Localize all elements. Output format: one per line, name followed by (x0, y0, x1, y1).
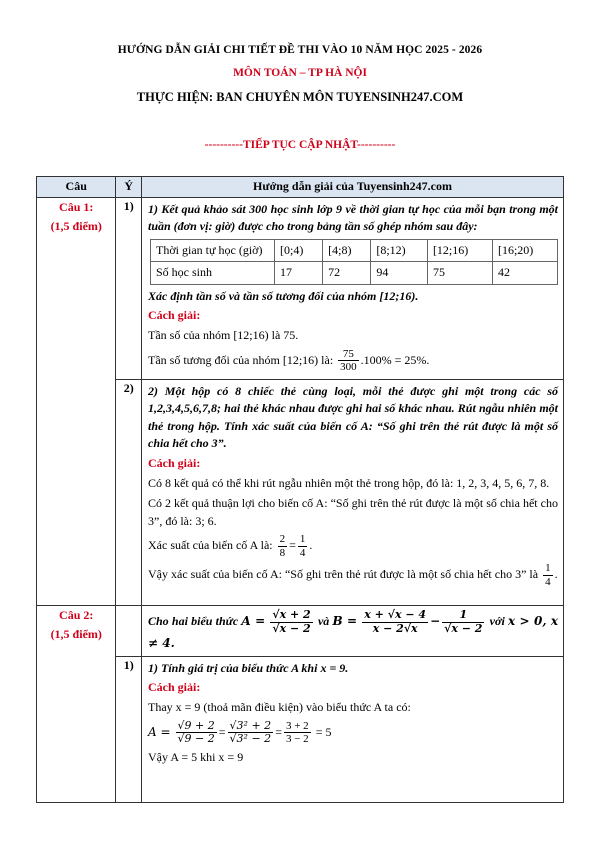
cau2-cell (37, 606, 116, 803)
solution-label: Cách giải: (148, 680, 201, 695)
cau2-intro-content (142, 606, 564, 657)
fraction (543, 562, 553, 588)
text: .100% = 25%. (360, 352, 430, 367)
table-row (37, 198, 564, 380)
frac-den: 300 (340, 361, 357, 374)
cau1-y1-task: Xác định tần số và tần số tương đối của nhóm [12;16). (148, 288, 419, 303)
cau2-y1-equation (148, 720, 558, 746)
cau2-label: Câu 2: (59, 608, 94, 622)
fraction (362, 609, 428, 635)
frac-num: √3² + 2 (229, 718, 272, 732)
equals: = (289, 538, 296, 553)
cau2-intro-num (116, 606, 142, 657)
text: Xác suất của biến cố A là: (148, 538, 273, 553)
fraction (176, 720, 217, 746)
table-row (37, 656, 564, 802)
cau1-y2-line2: Có 2 kết quả thuận lợi cho biến cố A: “Số ghi trên thẻ rút được là một số chia hết cho 3”, đó là: 3; 6. (148, 496, 558, 528)
cau1-y2-content (142, 380, 564, 606)
cau1-label: Câu 1: (59, 200, 94, 214)
freq-cell: [0;4) (275, 239, 323, 261)
freq-cell: Thời gian tự học (giờ) (151, 239, 275, 261)
frac-den: 3 − 2 (285, 733, 309, 746)
cau1-y2-line3 (148, 533, 558, 559)
freq-cell: 94 (371, 262, 428, 284)
cau1-y1-line1: Tần số của nhóm [12;16) là 75. (148, 328, 299, 343)
frequency-table (150, 239, 558, 285)
cau2-y1-question: 1) Tính giá trị của biểu thức A khi x = 9. (148, 660, 349, 675)
fraction (442, 609, 484, 635)
solution-label: Cách giải: (148, 455, 201, 470)
math-label: A = (148, 724, 171, 739)
text: . (554, 567, 558, 582)
frac-num: 2 (279, 533, 286, 546)
doc-subtitle: MÔN TOÁN – TP HÀ NỘI (233, 67, 367, 79)
equals: = (275, 724, 282, 739)
equals: = (218, 724, 226, 739)
freq-cell: [12;16) (427, 239, 492, 261)
math-label: A = (241, 613, 266, 628)
cau1-y1-content (142, 198, 564, 380)
frac-den: 8 (279, 546, 286, 559)
cau1-cell (37, 198, 116, 606)
frac-den: √x − 2 (272, 621, 311, 635)
fraction (270, 609, 312, 635)
frac-num: √9 + 2 (177, 718, 215, 732)
fraction (278, 533, 288, 559)
text: . (309, 538, 313, 553)
text: và (317, 613, 330, 628)
frac-num: 1 (442, 609, 484, 623)
freq-cell: [8;12) (371, 239, 428, 261)
cau2-intro (148, 609, 558, 653)
freq-cell: 42 (492, 262, 557, 284)
fraction (298, 533, 308, 559)
fraction (284, 720, 311, 746)
frac-den: √x − 2 (444, 621, 483, 635)
frac-num: 3 + 2 (285, 719, 309, 732)
update-notice: ----------TIẾP TỤC CẬP NHẬT---------- (204, 139, 396, 151)
text: Vậy xác suất của biến cố A: “Số ghi trên thẻ rút được là một số chia hết cho 3” là (148, 567, 539, 582)
cau2-y1-conclusion: Vậy A = 5 khi x = 9 (148, 750, 244, 765)
cau2-y1-line1: Thay x = 9 (thoả mãn điều kiện) vào biểu thức A ta có: (148, 700, 411, 715)
frac-den: 4 (545, 576, 551, 589)
cau1-y2-line4 (148, 562, 558, 588)
freq-cell: 17 (275, 262, 323, 284)
cau1-y2-question: 2) Một hộp có 8 chiếc thẻ cùng loại, mỗi thẻ được ghi một trong các số 1,2,3,4,5,6,7,8; hai thẻ khác nhau được ghi hai số khác nhau. Rút ngẫu nhiên một thẻ trong hộp. Tính xác suất của biến cố A: “Số ghi trên thẻ rút được là một số chia hết cho 3”. (148, 384, 558, 451)
frac-den: √3² − 2 (229, 732, 272, 746)
solution-table (36, 176, 564, 803)
frac-num: 1 (299, 533, 306, 546)
solution-label: Cách giải: (148, 307, 201, 322)
col-cau-header: Câu (37, 177, 116, 198)
frac-num: x + √x − 4 (364, 608, 427, 621)
condition: x > 0, x ≠ 4. (148, 613, 559, 651)
col-guide-header: Hướng dẫn giải của Tuyensinh247.com (142, 177, 564, 198)
cau1-y2-line1: Có 8 kết quả có thể khi rút ngẫu nhiên một thẻ trong hộp, đó là: 1, 2, 3, 4, 5, 6, 7, 8. (148, 475, 550, 490)
freq-row-count (151, 262, 558, 284)
col-y-header: Ý (116, 177, 142, 198)
cau1-y1-num: 1) (116, 198, 142, 380)
freq-cell: 75 (427, 262, 492, 284)
doc-author: THỰC HIỆN: BAN CHUYÊN MÔN TUYENSINH247.COM (136, 90, 464, 104)
cau2-points: (1,5 điểm) (50, 627, 102, 642)
cau1-y1-question: 1) Kết quả khảo sát 300 học sinh lớp 9 về thời gian tự học của mỗi bạn trong một tuần (đơn vị: giờ) được cho trong bảng tần số ghép nhóm sau đây: (148, 202, 558, 234)
freq-row-time (151, 239, 558, 261)
fraction (228, 720, 274, 746)
cau2-y1-content (142, 656, 564, 802)
cau1-y2-num: 2) (116, 380, 142, 606)
table-row (37, 606, 564, 657)
fraction (338, 348, 359, 374)
math-label: B = (332, 613, 358, 628)
cau1-y1-line2 (148, 348, 558, 374)
text: Tần số tương đối của nhóm [12;16) là: (148, 352, 334, 367)
minus: − (430, 613, 441, 628)
freq-cell: [16;20) (492, 239, 557, 261)
table-header-row (37, 177, 564, 198)
text: với (489, 613, 505, 628)
freq-cell: Số học sinh (151, 262, 275, 284)
freq-cell: [4;8) (323, 239, 371, 261)
result: = 5 (315, 724, 332, 739)
frac-num: 75 (338, 348, 359, 362)
cau2-y1-num: 1) (116, 656, 142, 802)
frac-num: 1 (545, 562, 551, 575)
table-row (37, 380, 564, 606)
doc-title: HƯỚNG DẪN GIẢI CHI TIẾT ĐỀ THI VÀO 10 NĂM HỌC 2025 - 2026 (117, 44, 483, 56)
frac-den: x − 2√x (372, 621, 418, 635)
freq-cell: 72 (323, 262, 371, 284)
text: Cho hai biểu thức (148, 613, 239, 628)
frac-num: √x + 2 (272, 608, 311, 621)
cau1-points: (1,5 điểm) (50, 219, 102, 234)
frac-den: √9 − 2 (177, 732, 215, 746)
frac-den: 4 (299, 546, 306, 559)
